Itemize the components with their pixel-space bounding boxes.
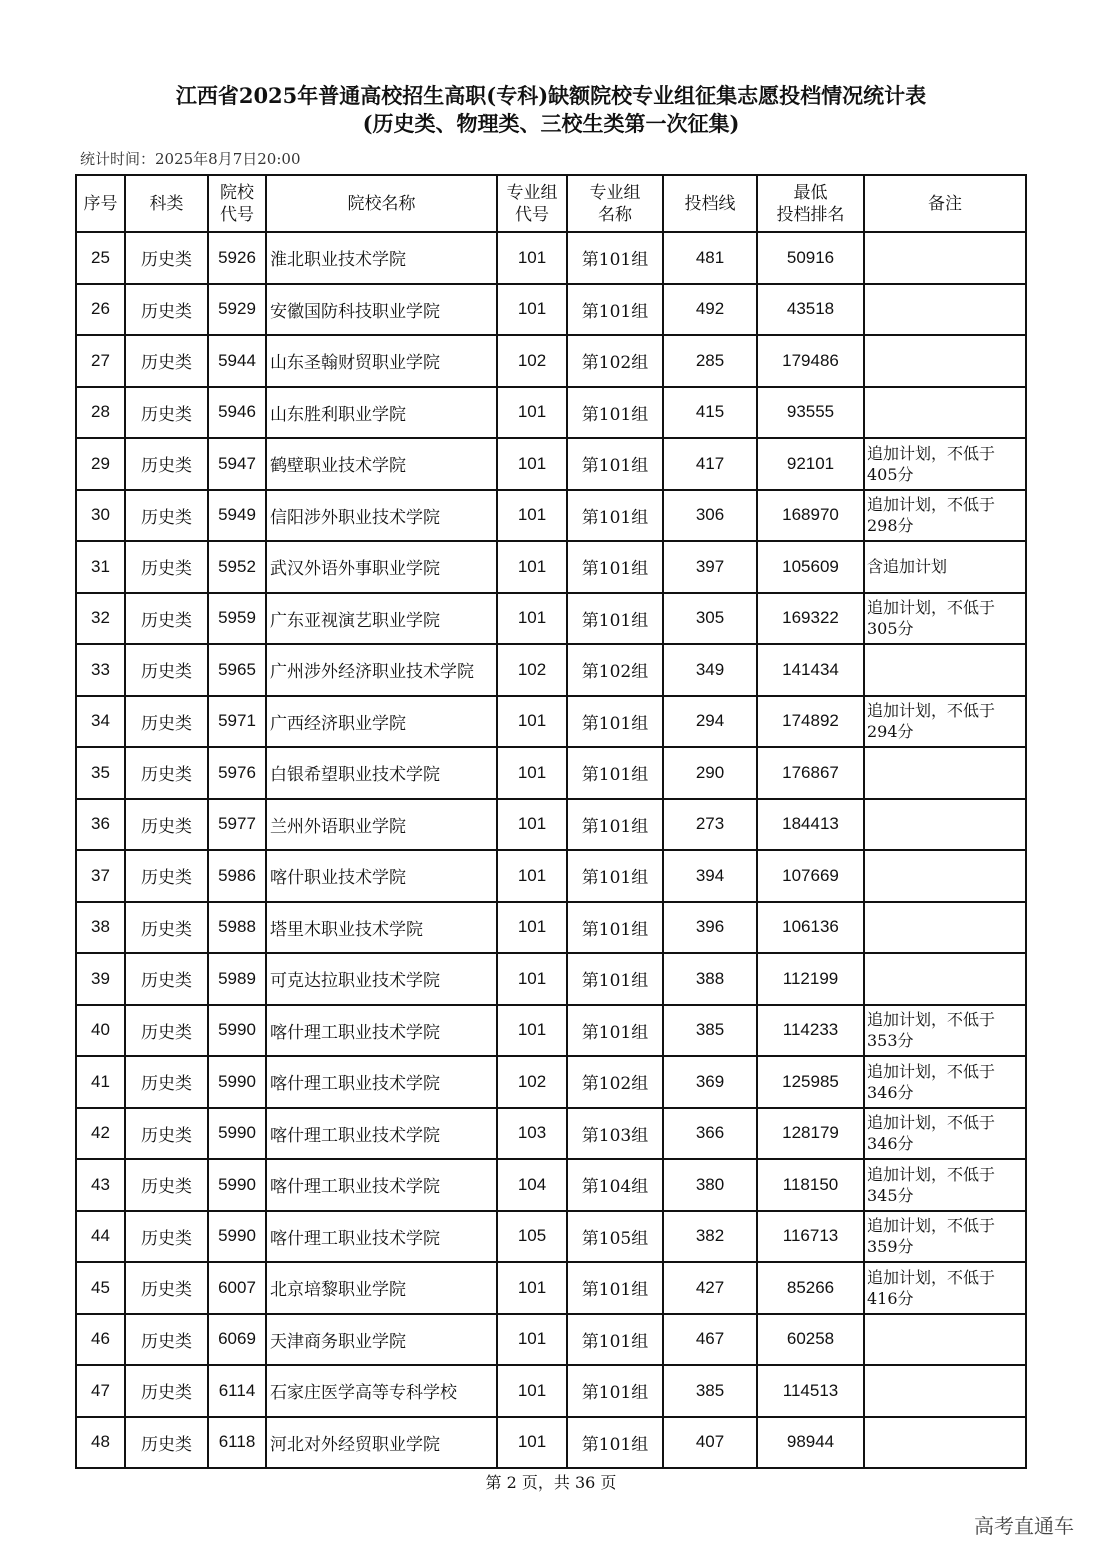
cell-min-rank: 112199	[757, 953, 864, 1005]
table-row	[76, 1159, 1026, 1211]
cell-group-code: 102	[497, 335, 567, 387]
cell-min-rank: 169322	[757, 593, 864, 645]
cell-min-rank: 179486	[757, 335, 864, 387]
cell-group-code: 104	[497, 1159, 567, 1211]
admission-table	[75, 174, 1027, 1469]
table-row	[76, 747, 1026, 799]
cell-remarks: 追加计划，不低于346分	[864, 1056, 1026, 1108]
cell-min-rank: 106136	[757, 902, 864, 954]
cell-remarks: 追加计划，不低于416分	[864, 1262, 1026, 1314]
cell-school-code: 5988	[208, 902, 266, 954]
cell-school-name: 喀什理工职业技术学院	[266, 1056, 497, 1108]
cell-school-code: 6114	[208, 1365, 266, 1417]
cell-remarks: 追加计划，不低于294分	[864, 696, 1026, 748]
cell-school-code: 6007	[208, 1262, 266, 1314]
cell-cutoff-score: 294	[663, 696, 757, 748]
table-row	[76, 1417, 1026, 1469]
table-row	[76, 335, 1026, 387]
cell-group-code: 102	[497, 644, 567, 696]
cell-min-rank: 105609	[757, 541, 864, 593]
cell-min-rank: 114513	[757, 1365, 864, 1417]
cell-remarks: 追加计划，不低于305分	[864, 593, 1026, 645]
cell-school-name: 天津商务职业学院	[266, 1314, 497, 1366]
cell-group-name: 第101组	[567, 850, 663, 902]
cell-min-rank: 43518	[757, 284, 864, 336]
cell-school-name: 广西经济职业学院	[266, 696, 497, 748]
cell-cutoff-score: 385	[663, 1005, 757, 1057]
cell-group-name: 第101组	[567, 1262, 663, 1314]
cell-group-name: 第101组	[567, 1365, 663, 1417]
cell-school-name: 武汉外语外事职业学院	[266, 541, 497, 593]
cell-cutoff-score: 394	[663, 850, 757, 902]
header-remarks: 备注	[864, 175, 1026, 232]
cell-cutoff-score: 415	[663, 387, 757, 439]
cell-school-name: 塔里木职业技术学院	[266, 902, 497, 954]
cell-group-code: 102	[497, 1056, 567, 1108]
cell-seq: 39	[76, 953, 125, 1005]
table-row	[76, 490, 1026, 542]
cell-school-code: 5986	[208, 850, 266, 902]
cell-group-code: 101	[497, 1314, 567, 1366]
cell-group-code: 101	[497, 232, 567, 284]
cell-remarks: 追加计划，不低于405分	[864, 438, 1026, 490]
header-min-rank: 最低 投档排名	[757, 175, 864, 232]
cell-group-code: 101	[497, 1262, 567, 1314]
cell-cutoff-score: 380	[663, 1159, 757, 1211]
cell-category: 历史类	[125, 953, 208, 1005]
cell-remarks	[864, 747, 1026, 799]
cell-remarks: 追加计划，不低于345分	[864, 1159, 1026, 1211]
table-row	[76, 1108, 1026, 1160]
cell-group-code: 101	[497, 541, 567, 593]
cell-min-rank: 85266	[757, 1262, 864, 1314]
cell-cutoff-score: 397	[663, 541, 757, 593]
cell-category: 历史类	[125, 902, 208, 954]
cell-school-code: 5977	[208, 799, 266, 851]
header-category: 科类	[125, 175, 208, 232]
cell-group-name: 第101组	[567, 593, 663, 645]
cell-cutoff-score: 467	[663, 1314, 757, 1366]
cell-group-code: 101	[497, 799, 567, 851]
cell-group-code: 101	[497, 1365, 567, 1417]
cell-school-code: 6069	[208, 1314, 266, 1366]
cell-cutoff-score: 369	[663, 1056, 757, 1108]
cell-category: 历史类	[125, 284, 208, 336]
header-school-name: 院校名称	[266, 175, 497, 232]
cell-cutoff-score: 290	[663, 747, 757, 799]
cell-seq: 44	[76, 1211, 125, 1263]
cell-school-code: 5944	[208, 335, 266, 387]
cell-group-code: 101	[497, 1417, 567, 1469]
cell-cutoff-score: 388	[663, 953, 757, 1005]
cell-remarks	[864, 232, 1026, 284]
cell-min-rank: 107669	[757, 850, 864, 902]
cell-category: 历史类	[125, 1056, 208, 1108]
cell-cutoff-score: 396	[663, 902, 757, 954]
cell-school-name: 可克达拉职业技术学院	[266, 953, 497, 1005]
cell-seq: 37	[76, 850, 125, 902]
cell-category: 历史类	[125, 696, 208, 748]
cell-school-name: 山东圣翰财贸职业学院	[266, 335, 497, 387]
cell-school-name: 山东胜利职业学院	[266, 387, 497, 439]
cell-school-name: 广州涉外经济职业技术学院	[266, 644, 497, 696]
cell-remarks	[864, 850, 1026, 902]
cell-school-code: 5990	[208, 1211, 266, 1263]
cell-cutoff-score: 306	[663, 490, 757, 542]
cell-remarks: 追加计划，不低于353分	[864, 1005, 1026, 1057]
cell-school-name: 北京培黎职业学院	[266, 1262, 497, 1314]
cell-cutoff-score: 492	[663, 284, 757, 336]
cell-cutoff-score: 407	[663, 1417, 757, 1469]
cell-group-code: 101	[497, 387, 567, 439]
cell-school-name: 兰州外语职业学院	[266, 799, 497, 851]
cell-school-name: 信阳涉外职业技术学院	[266, 490, 497, 542]
header-cutoff-score: 投档线	[663, 175, 757, 232]
cell-group-name: 第102组	[567, 335, 663, 387]
cell-min-rank: 128179	[757, 1108, 864, 1160]
cell-school-name: 河北对外经贸职业学院	[266, 1417, 497, 1469]
cell-school-code: 5949	[208, 490, 266, 542]
cell-remarks: 追加计划，不低于346分	[864, 1108, 1026, 1160]
cell-cutoff-score: 273	[663, 799, 757, 851]
cell-min-rank: 114233	[757, 1005, 864, 1057]
cell-cutoff-score: 285	[663, 335, 757, 387]
cell-seq: 36	[76, 799, 125, 851]
cell-cutoff-score: 382	[663, 1211, 757, 1263]
cell-remarks	[864, 335, 1026, 387]
cell-category: 历史类	[125, 1365, 208, 1417]
cell-school-code: 5959	[208, 593, 266, 645]
statistics-time: 统计时间：2025年8月7日20:00	[80, 150, 301, 168]
cell-group-name: 第101组	[567, 1314, 663, 1366]
cell-school-name: 淮北职业技术学院	[266, 232, 497, 284]
cell-school-name: 鹤壁职业技术学院	[266, 438, 497, 490]
cell-category: 历史类	[125, 335, 208, 387]
cell-remarks: 追加计划，不低于298分	[864, 490, 1026, 542]
cell-cutoff-score: 305	[663, 593, 757, 645]
cell-group-name: 第101组	[567, 490, 663, 542]
cell-school-code: 5990	[208, 1108, 266, 1160]
cell-category: 历史类	[125, 438, 208, 490]
cell-school-name: 安徽国防科技职业学院	[266, 284, 497, 336]
cell-category: 历史类	[125, 490, 208, 542]
cell-group-name: 第101组	[567, 1417, 663, 1469]
cell-group-name: 第101组	[567, 1005, 663, 1057]
cell-group-code: 101	[497, 902, 567, 954]
cell-min-rank: 93555	[757, 387, 864, 439]
cell-group-name: 第101组	[567, 232, 663, 284]
cell-group-name: 第105组	[567, 1211, 663, 1263]
table-row	[76, 644, 1026, 696]
cell-school-code: 5990	[208, 1005, 266, 1057]
cell-category: 历史类	[125, 1005, 208, 1057]
header-group-name: 专业组 名称	[567, 175, 663, 232]
cell-group-code: 101	[497, 747, 567, 799]
cell-group-name: 第101组	[567, 747, 663, 799]
header-school-code: 院校 代号	[208, 175, 266, 232]
cell-school-name: 喀什理工职业技术学院	[266, 1159, 497, 1211]
cell-school-name: 白银希望职业技术学院	[266, 747, 497, 799]
cell-remarks	[864, 1417, 1026, 1469]
cell-seq: 38	[76, 902, 125, 954]
cell-seq: 33	[76, 644, 125, 696]
cell-min-rank: 116713	[757, 1211, 864, 1263]
cell-school-name: 喀什理工职业技术学院	[266, 1108, 497, 1160]
cell-remarks	[864, 284, 1026, 336]
cell-remarks	[864, 799, 1026, 851]
cell-remarks: 追加计划，不低于359分	[864, 1211, 1026, 1263]
cell-category: 历史类	[125, 232, 208, 284]
cell-school-code: 5947	[208, 438, 266, 490]
header-seq: 序号	[76, 175, 125, 232]
table-row	[76, 1314, 1026, 1366]
cell-min-rank: 184413	[757, 799, 864, 851]
cell-school-name: 喀什理工职业技术学院	[266, 1211, 497, 1263]
cell-school-code: 5976	[208, 747, 266, 799]
table-row	[76, 593, 1026, 645]
cell-seq: 48	[76, 1417, 125, 1469]
cell-category: 历史类	[125, 1314, 208, 1366]
cell-group-name: 第101组	[567, 799, 663, 851]
page-number: 第 2 页，共 36 页	[485, 1473, 617, 1492]
cell-remarks	[864, 902, 1026, 954]
table-header-row	[76, 175, 1026, 232]
table-row	[76, 850, 1026, 902]
cell-category: 历史类	[125, 850, 208, 902]
cell-remarks	[864, 1365, 1026, 1417]
cell-cutoff-score: 481	[663, 232, 757, 284]
cell-school-code: 5989	[208, 953, 266, 1005]
table-row	[76, 1056, 1026, 1108]
cell-school-name: 石家庄医学高等专科学校	[266, 1365, 497, 1417]
cell-group-name: 第103组	[567, 1108, 663, 1160]
cell-category: 历史类	[125, 541, 208, 593]
cell-school-code: 5965	[208, 644, 266, 696]
cell-min-rank: 98944	[757, 1417, 864, 1469]
cell-group-code: 101	[497, 696, 567, 748]
cell-seq: 31	[76, 541, 125, 593]
cell-seq: 45	[76, 1262, 125, 1314]
cell-group-name: 第101组	[567, 284, 663, 336]
cell-seq: 32	[76, 593, 125, 645]
table-row	[76, 438, 1026, 490]
table-row	[76, 387, 1026, 439]
cell-school-name: 喀什理工职业技术学院	[266, 1005, 497, 1057]
cell-group-name: 第102组	[567, 644, 663, 696]
cell-group-code: 103	[497, 1108, 567, 1160]
cell-min-rank: 60258	[757, 1314, 864, 1366]
cell-school-code: 5929	[208, 284, 266, 336]
cell-cutoff-score: 427	[663, 1262, 757, 1314]
cell-school-code: 5952	[208, 541, 266, 593]
table-row	[76, 232, 1026, 284]
cell-seq: 25	[76, 232, 125, 284]
cell-group-name: 第101组	[567, 541, 663, 593]
table-row	[76, 799, 1026, 851]
cell-min-rank: 50916	[757, 232, 864, 284]
cell-seq: 43	[76, 1159, 125, 1211]
cell-remarks	[864, 387, 1026, 439]
cell-group-name: 第101组	[567, 696, 663, 748]
cell-seq: 27	[76, 335, 125, 387]
cell-remarks	[864, 1314, 1026, 1366]
cell-group-code: 101	[497, 490, 567, 542]
cell-cutoff-score: 385	[663, 1365, 757, 1417]
cell-min-rank: 176867	[757, 747, 864, 799]
cell-category: 历史类	[125, 1159, 208, 1211]
cell-school-code: 5926	[208, 232, 266, 284]
cell-seq: 47	[76, 1365, 125, 1417]
table-row	[76, 284, 1026, 336]
cell-seq: 34	[76, 696, 125, 748]
cell-group-name: 第101组	[567, 953, 663, 1005]
table-row	[76, 1262, 1026, 1314]
cell-remarks	[864, 644, 1026, 696]
cell-cutoff-score: 417	[663, 438, 757, 490]
cell-seq: 29	[76, 438, 125, 490]
cell-seq: 40	[76, 1005, 125, 1057]
cell-group-name: 第104组	[567, 1159, 663, 1211]
cell-category: 历史类	[125, 387, 208, 439]
cell-seq: 30	[76, 490, 125, 542]
cell-category: 历史类	[125, 1417, 208, 1469]
document-title: 江西省2025年普通高校招生高职(专科)缺额院校专业组征集志愿投档情况统计表	[175, 83, 927, 108]
cell-school-code: 5990	[208, 1159, 266, 1211]
cell-seq: 46	[76, 1314, 125, 1366]
cell-min-rank: 92101	[757, 438, 864, 490]
cell-school-name: 喀什职业技术学院	[266, 850, 497, 902]
cell-min-rank: 174892	[757, 696, 864, 748]
cell-category: 历史类	[125, 799, 208, 851]
cell-category: 历史类	[125, 1211, 208, 1263]
document-subtitle: (历史类、物理类、三校生类第一次征集)	[362, 111, 740, 136]
cell-remarks	[864, 953, 1026, 1005]
cell-school-code: 6118	[208, 1417, 266, 1469]
table-row	[76, 902, 1026, 954]
cell-group-name: 第102组	[567, 1056, 663, 1108]
table-row	[76, 696, 1026, 748]
cell-group-name: 第101组	[567, 387, 663, 439]
cell-school-code: 5946	[208, 387, 266, 439]
cell-remarks: 含追加计划	[864, 541, 1026, 593]
cell-seq: 42	[76, 1108, 125, 1160]
cell-group-code: 101	[497, 953, 567, 1005]
cell-group-code: 101	[497, 438, 567, 490]
cell-seq: 28	[76, 387, 125, 439]
cell-group-code: 101	[497, 284, 567, 336]
cell-category: 历史类	[125, 1262, 208, 1314]
cell-seq: 35	[76, 747, 125, 799]
table-row	[76, 1365, 1026, 1417]
cell-school-code: 5971	[208, 696, 266, 748]
cell-category: 历史类	[125, 1108, 208, 1160]
cell-min-rank: 141434	[757, 644, 864, 696]
cell-category: 历史类	[125, 593, 208, 645]
cell-seq: 26	[76, 284, 125, 336]
brand-watermark: 高考直通车	[974, 1514, 1074, 1538]
cell-min-rank: 125985	[757, 1056, 864, 1108]
table-row	[76, 953, 1026, 1005]
header-group-code: 专业组 代号	[497, 175, 567, 232]
table-row	[76, 1211, 1026, 1263]
cell-school-name: 广东亚视演艺职业学院	[266, 593, 497, 645]
cell-school-code: 5990	[208, 1056, 266, 1108]
cell-seq: 41	[76, 1056, 125, 1108]
table-row	[76, 541, 1026, 593]
cell-category: 历史类	[125, 644, 208, 696]
cell-min-rank: 168970	[757, 490, 864, 542]
cell-group-code: 101	[497, 850, 567, 902]
cell-cutoff-score: 349	[663, 644, 757, 696]
cell-category: 历史类	[125, 747, 208, 799]
cell-group-name: 第101组	[567, 902, 663, 954]
cell-group-code: 101	[497, 1005, 567, 1057]
cell-min-rank: 118150	[757, 1159, 864, 1211]
cell-group-name: 第101组	[567, 438, 663, 490]
cell-group-code: 101	[497, 593, 567, 645]
table-row	[76, 1005, 1026, 1057]
cell-cutoff-score: 366	[663, 1108, 757, 1160]
cell-group-code: 105	[497, 1211, 567, 1263]
